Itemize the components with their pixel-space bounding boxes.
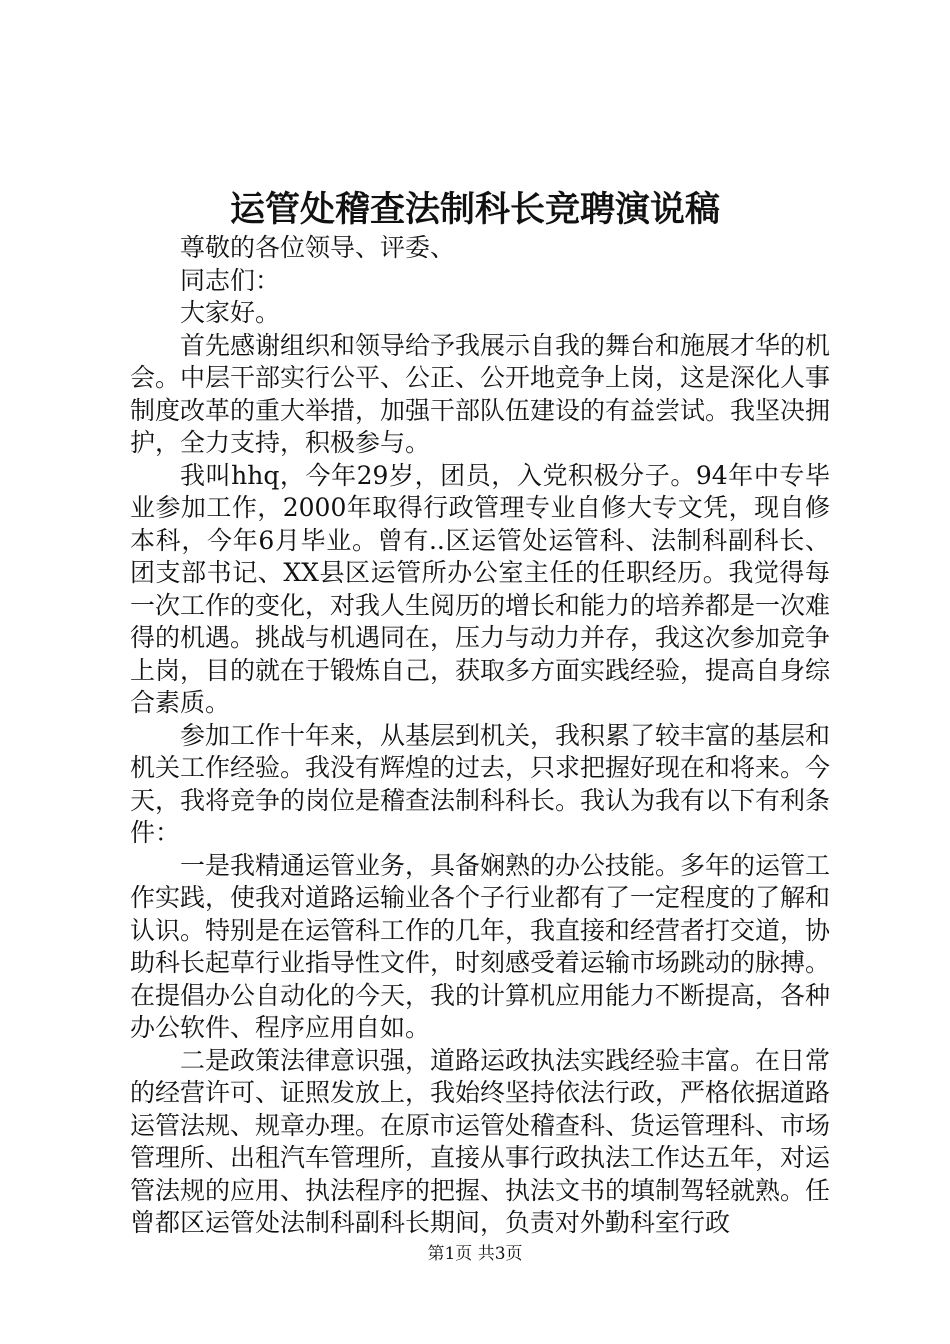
- paragraph: 一是我精通运管业务，具备娴熟的办公技能。多年的运管工作实践，使我对道路运输业各个子行业都有了一定程度的了解和认识。特别是在运管科工作的几年，我直接和经营者打交道，协助科长起草行业指导性文件，时刻感受着运输市场跳动的脉搏。在提倡办公自动化的今天，我的计算机应用能力不断提高，各种办公软件、程序应用自如。: [130, 850, 831, 1042]
- paragraph: 首先感谢组织和领导给予我展示自我的舞台和施展才华的机会。中层干部实行公平、公正、公开地竞争上岗，这是深化人事制度改革的重大举措，加强干部队伍建设的有益尝试。我坚决拥护，全力支持，积极参与。: [130, 330, 831, 457]
- paragraph: 参加工作十年来，从基层到机关，我积累了较丰富的基层和机关工作经验。我没有辉煌的过去，只求把握好现在和将来。今天，我将竞争的岗位是稽查法制科科长。我认为我有以下有利条件：: [130, 720, 831, 847]
- page-footer: [0, 1242, 950, 1266]
- salutation-line: 尊敬的各位领导、评委、: [180, 233, 456, 262]
- greeting-line: 大家好。: [180, 298, 281, 327]
- document-title: 运管处稽查法制科长竞聘演说稿: [229, 189, 720, 230]
- paragraph: 我叫hhq，今年29岁，团员，入党积极分子。94年中专毕业参加工作，2000年取得行政管理专业自修大专文凭，现自修本科，今年6月毕业。曾有..区运管处运管科、法制科副科长、团支部书记、XX县区运管所办公室主任的任职经历。我觉得每一次工作的变化，对我人生阅历的增长和能力的培养都是一次难得的机遇。挑战与机遇同在，压力与动力并存，我这次参加竞争上岗，目的就在于锻炼自己，获取多方面实践经验，提高自身综合素质。: [130, 460, 831, 717]
- page-number: 第1页 共3页: [427, 1244, 523, 1264]
- document-body: [130, 232, 830, 1240]
- paragraph: 二是政策法律意识强，道路运政执法实践经验丰富。在日常的经营许可、证照发放上，我始终坚持依法行政，严格依据道路运管法规、规章办理。在原市运管处稽查科、货运管理科、市场管理所、出租汽车管理所，直接从事行政执法工作达五年，对运管法规的应用、执法程序的把握、执法文书的填制驾轻就熟。任曾都区运管处法制科副科长期间，负责对外勤科室行政: [130, 1045, 831, 1237]
- salutation-line: 同志们：: [180, 265, 281, 295]
